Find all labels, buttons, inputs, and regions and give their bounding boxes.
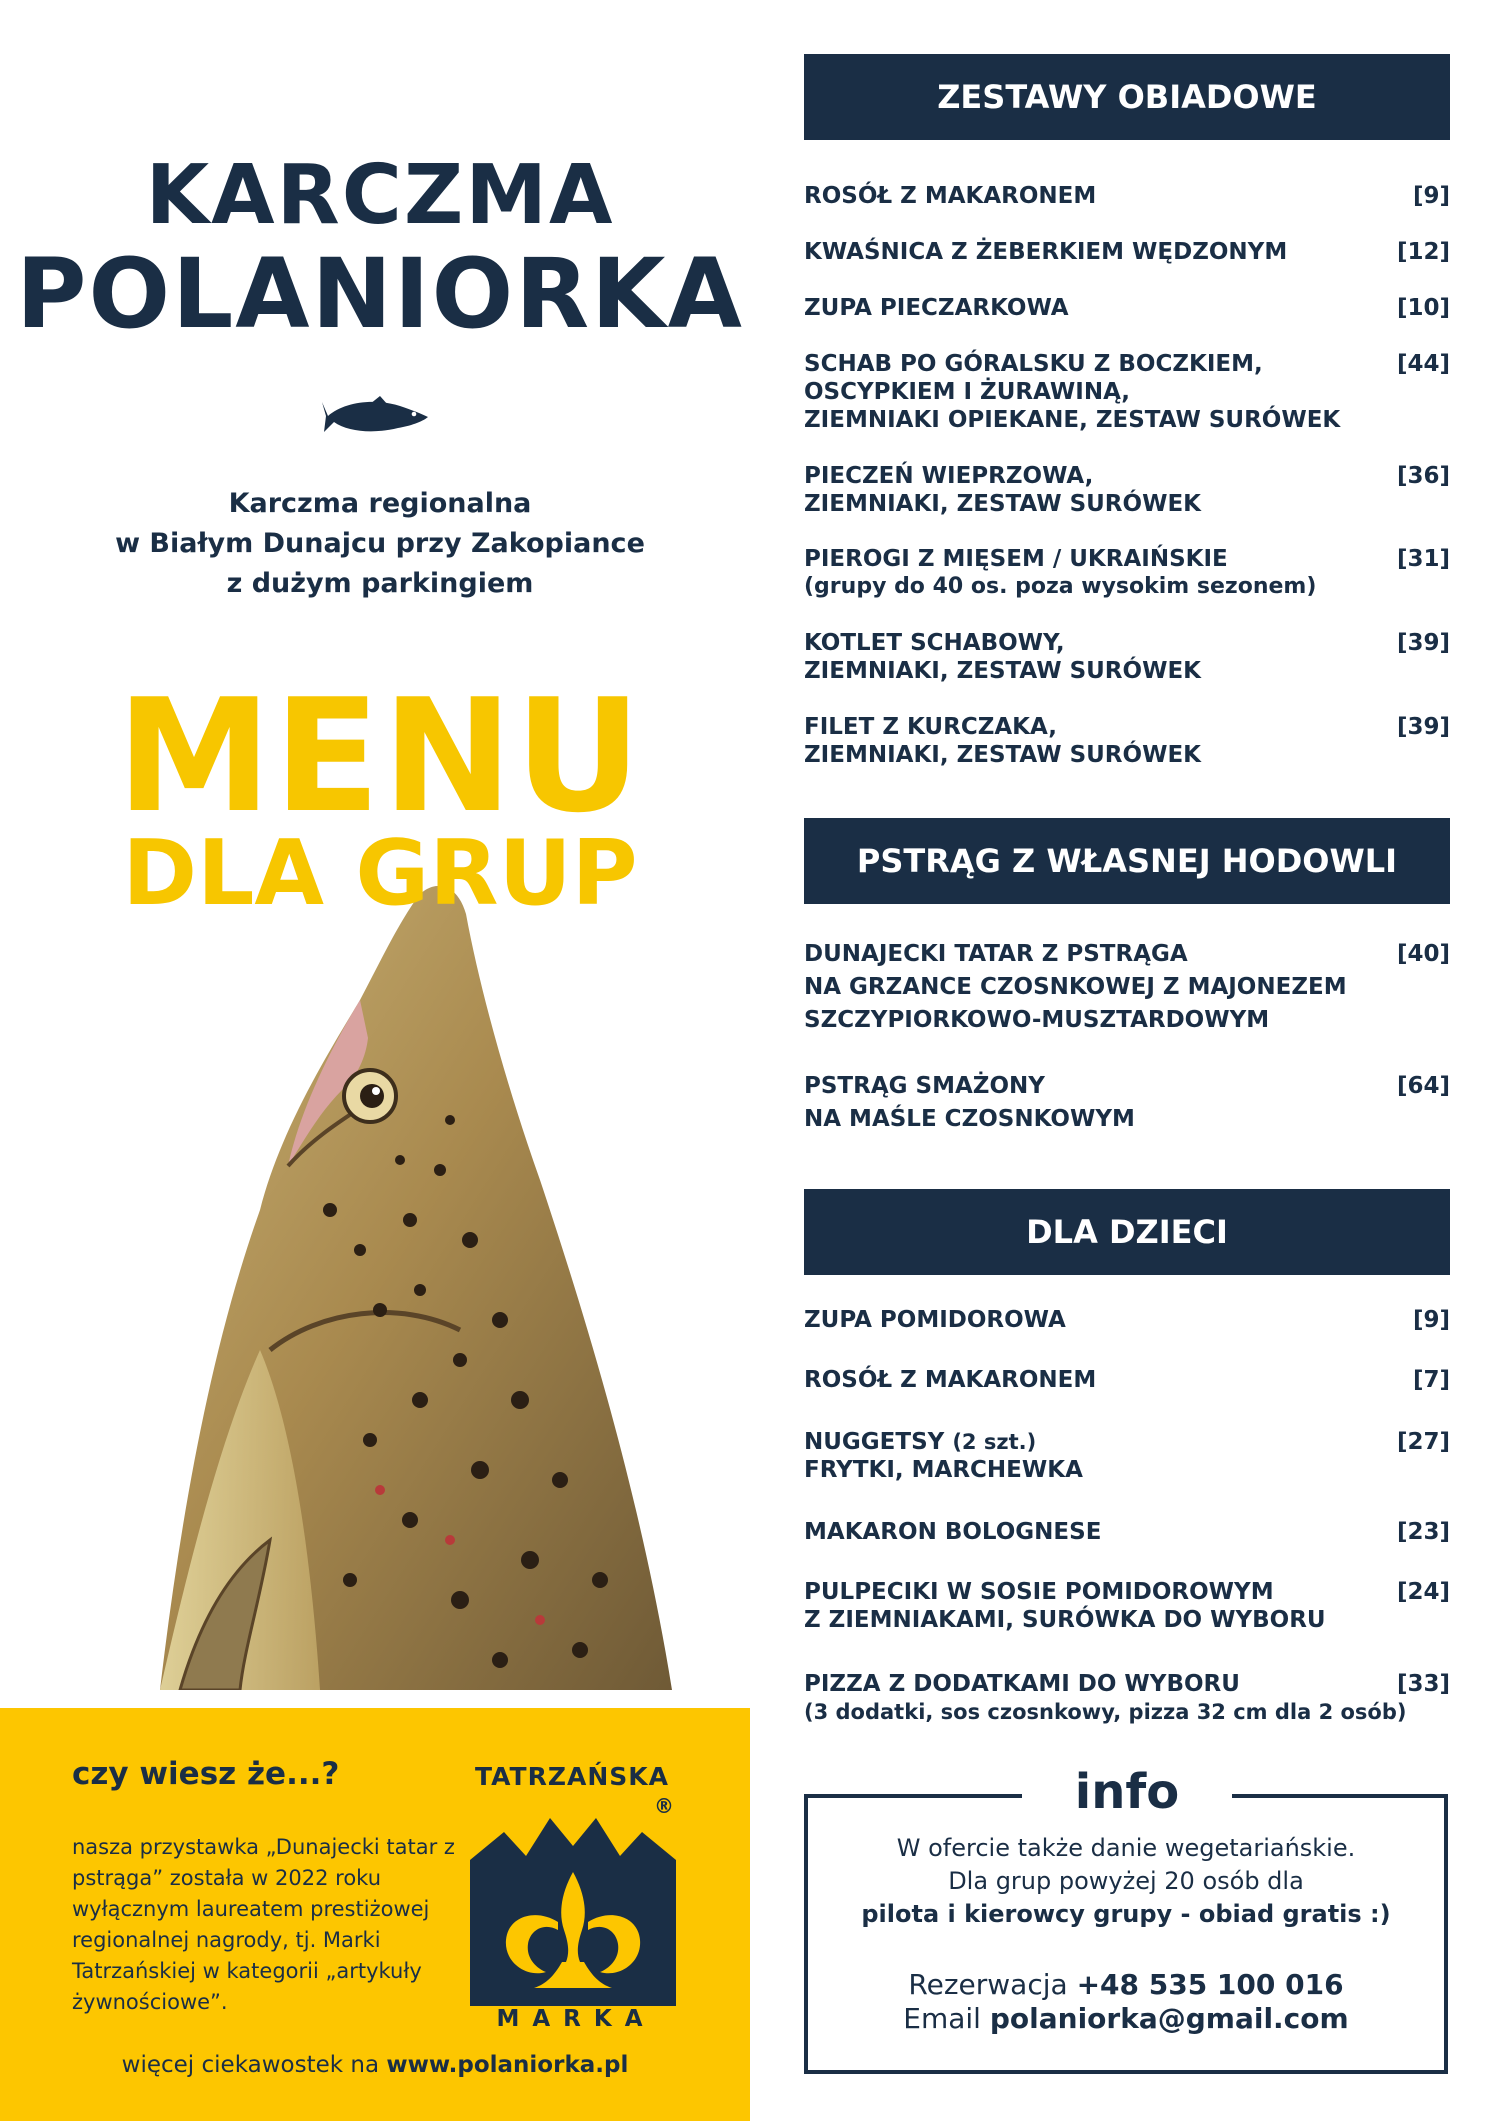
more-facts-prefix: więcej ciekawostek na	[121, 2052, 387, 2078]
item-name: ZIEMNIAKI, ZESTAW SURÓWEK	[804, 491, 1201, 517]
item-price: [12]	[1396, 239, 1450, 265]
brand-title	[0, 148, 760, 350]
item-name: FRYTKI, MARCHEWKA	[804, 1457, 1083, 1483]
tagline-line: w Białym Dunajcu przy Zakopiance	[115, 528, 645, 559]
fish-icon	[322, 392, 432, 442]
email-label: Email	[903, 2002, 990, 2035]
item-name: KWAŚNICA Z ŻEBERKIEM WĘDZONYM	[804, 239, 1288, 265]
info-title: info	[1022, 1762, 1232, 1822]
item-name: ZIEMNIAKI, ZESTAW SURÓWEK	[804, 658, 1201, 684]
item-name: NA MAŚLE CZOSNKOWYM	[804, 1106, 1135, 1132]
reservation-line	[804, 1968, 1448, 2002]
item-note: (3 dodatki, sos czosnkowy, pizza 32 cm dla 2 osób)	[804, 1700, 1407, 1724]
reservation-label: Rezerwacja	[908, 1968, 1077, 2001]
logo-registered-mark: ®	[654, 1794, 674, 1818]
item-name: ZUPA PIECZARKOWA	[804, 295, 1069, 321]
did-you-know-text: nasza przystawka „Dunajecki tatar z pstrąga” została w 2022 roku wyłącznym laureatem prestiżowej regionalnej nagrody, tj. Marki Tatrzańskiej w kategorii „artykuły żywnościowe”.	[72, 1835, 455, 2014]
item-price: [40]	[1396, 941, 1450, 967]
tagline	[0, 484, 760, 604]
item-price: [9]	[1412, 183, 1450, 209]
menu-item	[804, 1306, 1450, 1334]
item-name: ZUPA POMIDOROWA	[804, 1307, 1066, 1333]
item-name: PIZZA Z DODATKAMI DO WYBORU	[804, 1671, 1240, 1697]
phone-number[interactable]: +48 535 100 016	[1076, 1968, 1344, 2001]
section-header-dzieci: DLA DZIECI	[804, 1189, 1450, 1275]
item-price: [9]	[1412, 1307, 1450, 1333]
trout-illustration	[120, 880, 680, 1690]
item-name: FILET Z KURCZAKA,	[804, 714, 1057, 740]
menu-title-small: DLA GRUP	[122, 821, 638, 926]
item-name: PIEROGI Z MIĘSEM / UKRAIŃSKIE	[804, 546, 1228, 572]
menu-item	[804, 713, 1450, 769]
item-name: ZIEMNIAKI OPIEKANE, ZESTAW SURÓWEK	[804, 407, 1341, 433]
item-price: [36]	[1396, 463, 1450, 489]
item-name: KOTLET SCHABOWY,	[804, 630, 1065, 656]
item-price: [39]	[1396, 714, 1450, 740]
contact-details	[804, 1968, 1448, 2036]
item-quantity: (2 szt.)	[952, 1430, 1037, 1454]
item-name: ROSÓŁ Z MAKARONEM	[804, 1367, 1097, 1393]
menu-item	[804, 938, 1450, 1037]
more-facts-line	[0, 2052, 750, 2078]
menu-title-big: MENU	[116, 665, 644, 847]
menu-item	[804, 629, 1450, 685]
menu-item	[804, 238, 1450, 266]
menu-item	[804, 1428, 1450, 1484]
logo-top-text: TATRZAŃSKA	[475, 1762, 669, 1791]
item-name: Z ZIEMNIAKAMI, SURÓWKA DO WYBORU	[804, 1607, 1326, 1633]
item-name: DUNAJECKI TATAR Z PSTRĄGA	[804, 941, 1188, 967]
item-price: [44]	[1396, 351, 1450, 377]
item-price: [10]	[1396, 295, 1450, 321]
right-column	[804, 0, 1450, 2121]
item-name: ZIEMNIAKI, ZESTAW SURÓWEK	[804, 742, 1201, 768]
item-name: MAKARON BOLOGNESE	[804, 1519, 1102, 1545]
info-line: W ofercie także danie wegetariańskie.	[896, 1834, 1356, 1862]
tagline-line: Karczma regionalna	[228, 488, 532, 519]
tagline-line: z dużym parkingiem	[226, 568, 534, 599]
menu-item	[804, 1578, 1450, 1634]
item-price: [39]	[1396, 630, 1450, 656]
item-note: (grupy do 40 os. poza wysokim sezonem)	[804, 574, 1317, 599]
did-you-know-title: czy wiesz że...?	[72, 1756, 340, 1792]
item-price: [24]	[1396, 1579, 1450, 1605]
menu-item	[804, 294, 1450, 322]
logo-bottom-text: MARKA	[496, 2006, 656, 2032]
item-name: NUGGETSY	[804, 1429, 945, 1455]
email-line	[804, 2002, 1448, 2036]
item-name: PIECZEŃ WIEPRZOWA,	[804, 463, 1094, 489]
section-header-pstrag: PSTRĄG Z WŁASNEJ HODOWLI	[804, 818, 1450, 904]
brand-line-2: POLANIORKA	[16, 238, 744, 350]
menu-item	[804, 1670, 1450, 1726]
item-name: PSTRĄG SMAŻONY	[804, 1073, 1045, 1099]
item-name: ROSÓŁ Z MAKARONEM	[804, 183, 1097, 209]
item-name: SCHAB PO GÓRALSKU Z BOCZKIEM,	[804, 351, 1263, 377]
menu-item	[804, 1070, 1450, 1136]
menu-item	[804, 1366, 1450, 1394]
menu-item	[804, 545, 1450, 601]
menu-item	[804, 462, 1450, 518]
item-price: [31]	[1396, 546, 1450, 572]
item-name: OSCYPKIEM I ŻURAWINĄ,	[804, 379, 1131, 405]
info-line: Dla grup powyżej 20 osób dla	[948, 1867, 1304, 1895]
item-price: [27]	[1396, 1429, 1450, 1455]
menu-item	[804, 350, 1450, 434]
item-price: [7]	[1412, 1367, 1450, 1393]
item-name: PULPECIKI W SOSIE POMIDOROWYM	[804, 1579, 1274, 1605]
tatrzanska-marka-logo-icon	[466, 1812, 680, 2012]
menu-item	[804, 182, 1450, 210]
item-name: SZCZYPIORKOWO-MUSZTARDOWYM	[804, 1007, 1270, 1033]
item-price: [33]	[1396, 1671, 1450, 1697]
info-text	[804, 1832, 1448, 1931]
website-link[interactable]: www.polaniorka.pl	[386, 2052, 629, 2078]
email-address[interactable]: polaniorka@gmail.com	[989, 2002, 1349, 2035]
item-name-line	[804, 1428, 1364, 1456]
info-line-bold: pilota i kierowcy grupy - obiad gratis :)	[861, 1900, 1391, 1928]
brand-line-1: KARCZMA	[145, 148, 615, 243]
menu-item	[804, 1518, 1450, 1546]
item-name: NA GRZANCE CZOSNKOWEJ Z MAJONEZEM	[804, 974, 1347, 1000]
item-price: [23]	[1396, 1519, 1450, 1545]
item-price: [64]	[1396, 1073, 1450, 1099]
section-header-obiadowe: ZESTAWY OBIADOWE	[804, 54, 1450, 140]
